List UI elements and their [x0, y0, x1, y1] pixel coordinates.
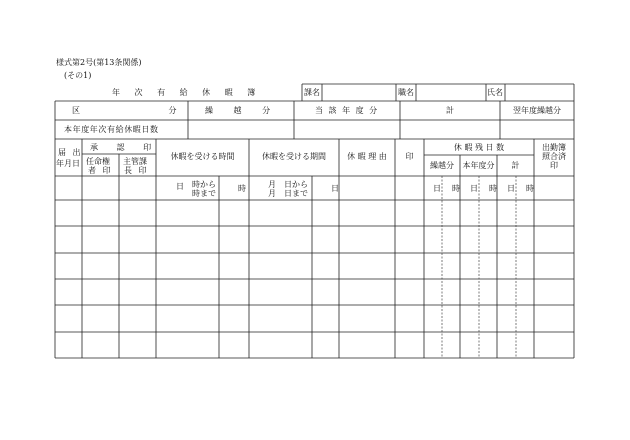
annual-days-label: 本年度年次有給休暇日数	[64, 125, 159, 134]
total-label: 計	[446, 106, 454, 115]
unit-carried-hour: 時	[452, 184, 460, 193]
unit-month-to: 月	[268, 189, 276, 198]
dept-label: 課名	[304, 88, 320, 97]
attendance-label-2: 照合済	[542, 152, 566, 161]
this-year-label: 当 該 年 度 分	[315, 106, 378, 115]
sub-number: (その1)	[64, 71, 92, 80]
next-year-carry-label: 翌年度繰越分	[513, 106, 561, 115]
unit-day-from: 日から	[284, 180, 308, 189]
leave-hours-label: 休暇を受ける時間	[170, 152, 235, 161]
position-label: 職名	[398, 88, 414, 97]
carried-col-label: 繰越分	[430, 161, 454, 170]
leave-period-label: 休暇を受ける期間	[262, 152, 326, 161]
seal-label: 印	[405, 152, 414, 161]
supervisor-label: 主管課	[123, 157, 147, 166]
this-year-col-label: 本年度分	[462, 161, 495, 170]
category-label	[72, 106, 182, 116]
total-col-label: 計	[511, 161, 520, 170]
approval-label: 承 認 印	[90, 143, 152, 152]
unit-total-day: 日	[507, 184, 515, 193]
reason-label: 休 暇 理 由	[347, 152, 387, 161]
attendance-label: 出勤簿	[542, 143, 566, 152]
unit-hour-to: 時まで	[192, 189, 216, 198]
name-label: 氏名	[487, 88, 503, 97]
carried-over-label: 繰 越 分	[205, 106, 271, 115]
supervisor-label-2: 長 印	[124, 166, 147, 175]
unit-total-hour: 時	[526, 184, 534, 193]
unit-hour: 時	[238, 184, 246, 193]
form-title: 年 次 有 給 休 暇 簿	[112, 88, 262, 97]
ymd-label: 年月日	[56, 159, 80, 168]
unit-day-to: 日まで	[284, 189, 308, 198]
form-number: 様式第2号(第13条関係)	[56, 58, 142, 67]
unit-carried-day: 日	[433, 184, 441, 193]
unit-this-year-hour: 時	[489, 184, 497, 193]
appointer-label-2: 者 印	[88, 166, 111, 175]
unit-hour-from: 時から	[192, 180, 216, 189]
attendance-label-3: 印	[550, 161, 558, 170]
unit-day-period: 日	[331, 184, 339, 193]
unit-this-year-day: 日	[470, 184, 478, 193]
appointer-label: 任命権	[86, 157, 110, 166]
unit-day: 日	[176, 182, 184, 191]
remaining-days-label: 休 暇 残 日 数	[453, 143, 505, 152]
unit-month-from: 月	[268, 180, 276, 189]
request-label: 届 出	[58, 148, 81, 157]
category-text: 区 分	[72, 106, 177, 115]
